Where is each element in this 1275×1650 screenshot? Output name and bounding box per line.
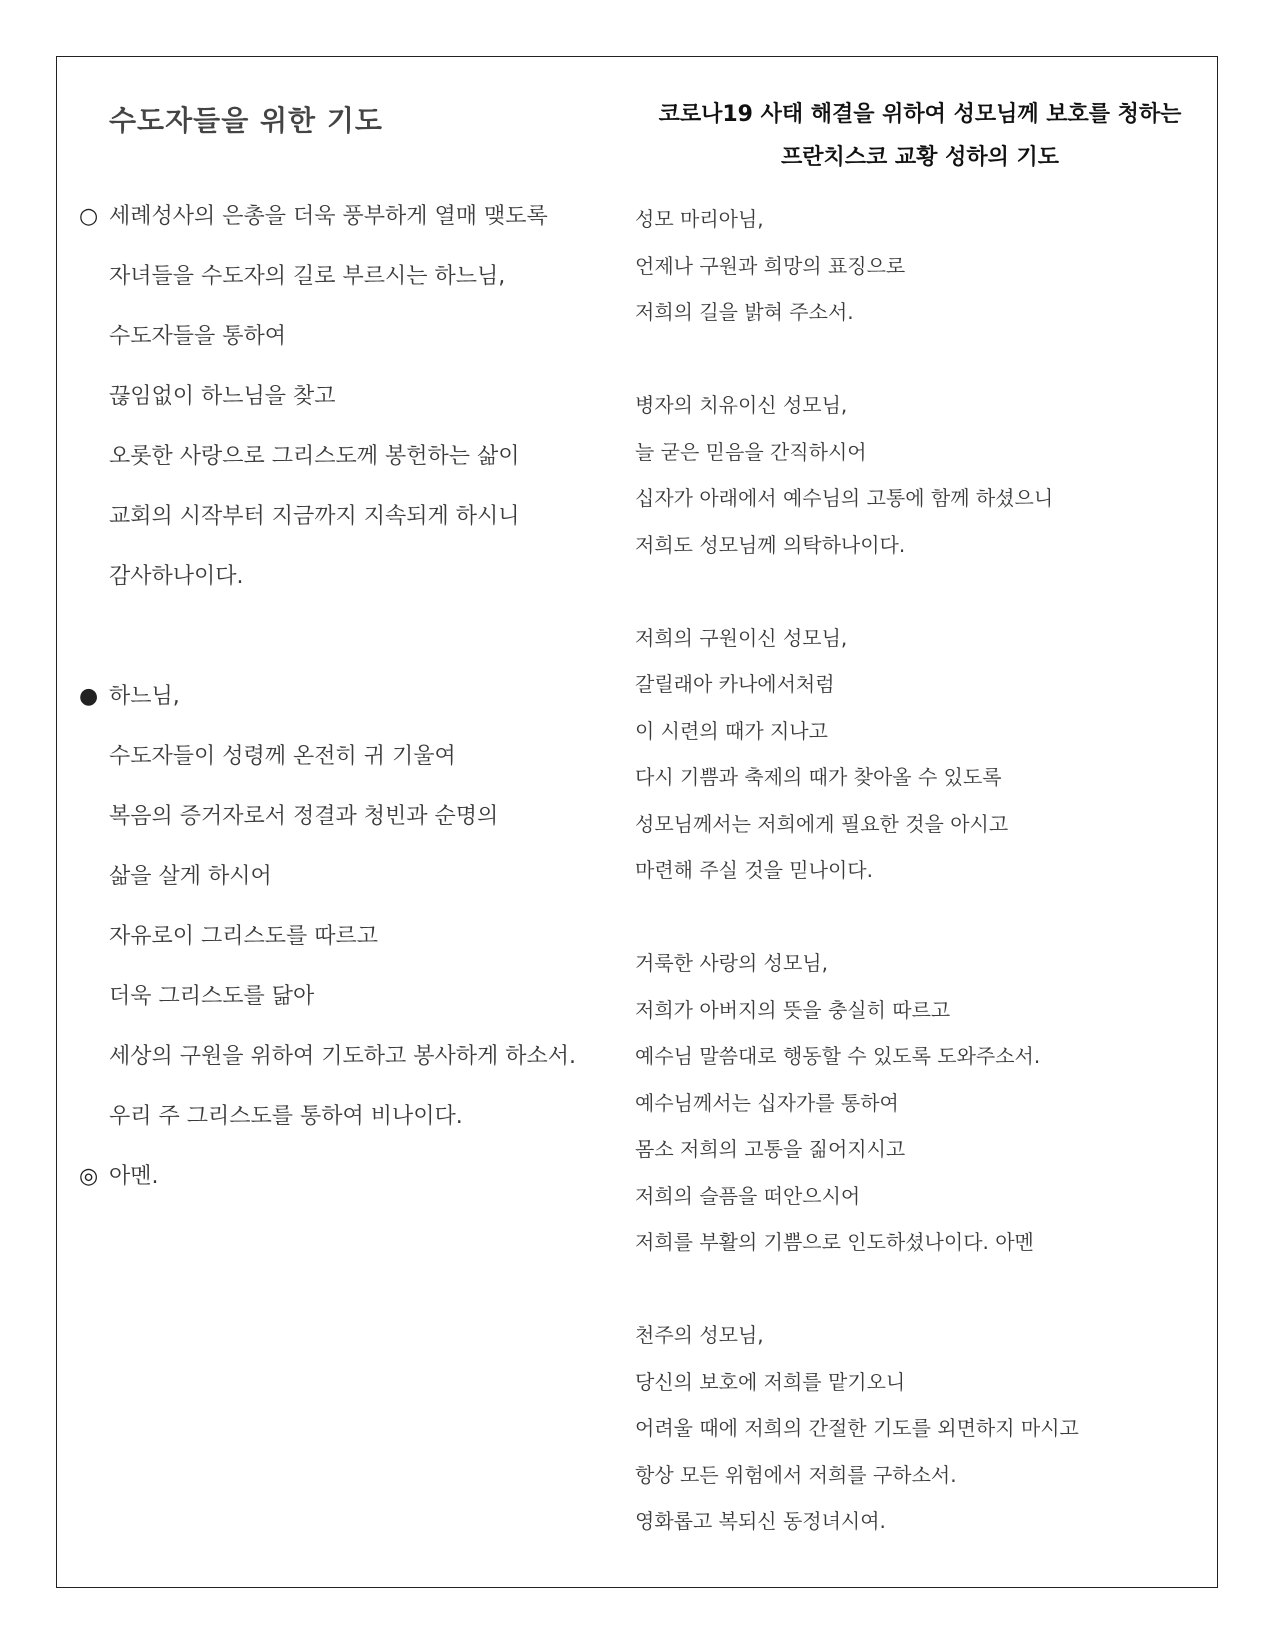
prayer-line: 끊임없이 하느님을 찾고 xyxy=(109,384,336,409)
prayer-line: 수도자들이 성령께 온전히 귀 기울여 xyxy=(109,744,456,769)
prayer-line: 자녀들을 수도자의 길로 부르시는 하느님, xyxy=(109,264,506,289)
prayer-line: 교회의 시작부터 지금까지 지속되게 하시니 xyxy=(109,504,520,529)
stanza-gap xyxy=(635,1271,1235,1318)
right-prayer-body xyxy=(635,201,1235,1550)
prayer-line: 오롯한 사랑으로 그리스도께 봉헌하는 삶이 xyxy=(109,444,520,469)
prayer-line: 저희의 슬픔을 떠안으시어 xyxy=(635,1183,861,1208)
prayer-line: 예수님 말씀대로 행동할 수 있도록 도와주소서. xyxy=(635,1044,1041,1068)
prayer-line: 저희의 구원이신 성모님, xyxy=(635,625,848,650)
prayer-line: 항상 모든 위험에서 저희를 구하소서. xyxy=(635,1462,957,1487)
prayer-line: 수도자들을 통하여 xyxy=(109,324,287,349)
prayer-line: ○ 세례성사의 은총을 더욱 풍부하게 열매 맺도록 xyxy=(79,197,659,257)
prayer-line: 저희의 길을 밝혀 주소서. xyxy=(635,300,854,324)
prayer-line: 늘 굳은 믿음을 간직하시어 xyxy=(635,439,867,464)
prayer-line: 성모님께서는 저희에게 필요한 것을 아시고 xyxy=(635,811,1009,836)
left-prayer-body xyxy=(79,197,659,1217)
prayer-line: 거룩한 사랑의 성모님, xyxy=(635,951,828,975)
prayer-line: 병자의 치유이신 성모님, xyxy=(635,393,848,417)
prayer-line: 어려울 때에 저희의 간절한 기도를 외면하지 마시고 xyxy=(635,1416,1079,1440)
stanza-gap xyxy=(635,341,1235,388)
prayer-line: ● 하느님, xyxy=(79,677,659,737)
prayer-line: 성모 마리아님, xyxy=(635,207,764,231)
prayer-line: 저희를 부활의 기쁨으로 인도하셨나이다. 아멘 xyxy=(635,1230,1034,1254)
prayer-line: 십자가 아래에서 예수님의 고통에 함께 하셨으니 xyxy=(635,486,1054,510)
prayer-line: 복음의 증거자로서 정결과 청빈과 순명의 xyxy=(109,804,499,829)
prayer-line: 더욱 그리스도를 닮아 xyxy=(109,984,315,1009)
prayer-line: 당신의 보호에 저희를 맡기오니 xyxy=(635,1369,906,1394)
page-border-frame xyxy=(56,56,1218,1588)
prayer-line: 저희도 성모님께 의탁하나이다. xyxy=(635,532,906,557)
prayer-line: 다시 기쁨과 축제의 때가 찾아올 수 있도록 xyxy=(635,765,1002,789)
prayer-line: 자유로이 그리스도를 따르고 xyxy=(109,924,379,949)
prayer-line: 몸소 저희의 고통을 짊어지시고 xyxy=(635,1137,906,1161)
prayer-line: 마련해 주실 것을 믿나이다. xyxy=(635,858,873,882)
prayer-line: ◎ 아멘. xyxy=(79,1157,659,1217)
left-prayer-title: 수도자들을 위한 기도 xyxy=(109,104,383,137)
double-circle-symbol: ◎ xyxy=(79,1164,99,1189)
prayer-line: 이 시련의 때가 지나고 xyxy=(635,718,828,743)
prayer-line: 세상의 구원을 위하여 기도하고 봉사하게 하소서. xyxy=(109,1044,577,1069)
stanza-gap xyxy=(79,617,659,677)
prayer-line: 예수님께서는 십자가를 통하여 xyxy=(635,1090,899,1115)
prayer-line: 삶을 살게 하시어 xyxy=(109,864,272,889)
prayer-line: 저희가 아버지의 뜻을 충실히 따르고 xyxy=(635,997,951,1022)
stanza-gap xyxy=(635,899,1235,946)
prayer-line: 언제나 구원과 희망의 표징으로 xyxy=(635,253,906,278)
right-title-line-2: 프란치스코 교황 성하의 기도 xyxy=(780,145,1059,170)
prayer-line: 감사하나이다. xyxy=(109,564,244,589)
open-circle-symbol: ○ xyxy=(79,204,99,229)
prayer-line: 영화롭고 복되신 동정녀시여. xyxy=(635,1509,886,1533)
stanza-gap xyxy=(635,573,1235,620)
prayer-line: 천주의 성모님, xyxy=(635,1323,764,1347)
right-title-line-1: 코로나19 사태 해결을 위하여 성모님께 보호를 청하는 xyxy=(658,102,1182,127)
prayer-line: 갈릴래아 카나에서처럼 xyxy=(635,672,835,696)
right-prayer-title xyxy=(635,93,1205,179)
prayer-line: 우리 주 그리스도를 통하여 비나이다. xyxy=(109,1104,463,1129)
filled-circle-symbol: ● xyxy=(79,684,99,709)
